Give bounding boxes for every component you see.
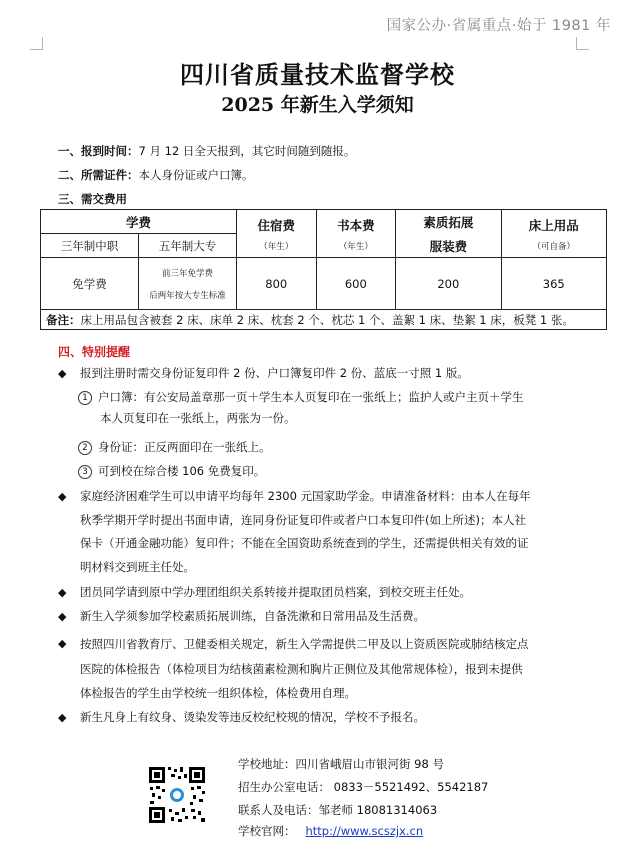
note-label: 备注： <box>46 312 81 327</box>
reminder-text: 保卡（开通金融功能）复印件；不能在全国资助系统查到的学生，还需提供相关有效的证 <box>80 536 529 550</box>
reminder-text: 秋季学期开学时提出书面申请，连同身份证复印件或者户口本复印件(如上所述)；本人社 <box>80 512 526 527</box>
section-label: 二、所需证件： <box>58 168 139 182</box>
diamond-bullet-icon: ◆ <box>58 586 67 599</box>
bedding-value: 365 <box>501 258 606 310</box>
crop-mark-right <box>576 37 589 50</box>
fee-col-lodging <box>237 210 317 258</box>
fee-table <box>40 209 607 330</box>
reminder-text: 体检报告的学生由学校统一组织体检，体检费用自理。 <box>80 686 356 700</box>
diamond-bullet-icon: ◆ <box>58 637 67 650</box>
page-subtitle: 2025 年新生入学须知 <box>221 94 414 116</box>
fee-note <box>41 310 607 330</box>
reminder-text: 明材料交到班主任处。 <box>80 559 195 574</box>
three-year-label: 三年制中职 <box>41 234 139 258</box>
uniform-value: 200 <box>396 258 501 310</box>
contact-phone: 招生办公室电话： 0833－5521492、5542187 <box>238 780 489 794</box>
column-sub: （可自备） <box>532 241 576 252</box>
circled-number-icon: 2 <box>78 441 92 455</box>
reminder-subitem <box>78 437 578 458</box>
website-label: 学校官网： <box>238 824 296 838</box>
column-sub: 服装费 <box>429 238 468 254</box>
reminders-title: 四、特别提醒 <box>58 345 131 359</box>
section-documents <box>58 167 254 183</box>
column-sub: （年生） <box>338 241 373 252</box>
section-label: 三、需交费用 <box>58 192 127 206</box>
note-line: 后两年按大专生标准 <box>149 290 226 301</box>
section-label: 一、报到时间： <box>58 144 139 158</box>
reminder-text: 家庭经济困难学生可以申请平均每年 2300 元国家助学金。申请准备材料：由本人在每年 <box>80 489 531 503</box>
diamond-bullet-icon: ◆ <box>58 367 67 380</box>
page-title: 四川省质量技术监督学校 <box>180 60 455 89</box>
subitem-text: 可到校在综合楼 106 免费复印。 <box>98 464 266 478</box>
reminder-item <box>58 707 578 728</box>
reminder-text: 按照四川省教育厅、卫健委相关规定，新生入学需提供二甲及以上资质医院或肺结核定点 <box>80 637 529 651</box>
contact-person: 联系人及电话：邹老师 18081314063 <box>238 803 438 817</box>
reminder-text: 医院的体检报告（体检项目为结核菌素检测和胸片正侧位及其他常规体检），报到未提供 <box>80 661 523 676</box>
circled-number-icon: 1 <box>78 391 92 405</box>
subitem-text: 户口簿：有公安局盖章那一页＋学生本人页复印在一张纸上；监护人或户主页＋学生 <box>98 390 524 404</box>
books-value: 600 <box>316 258 396 310</box>
reminder-item <box>58 485 578 579</box>
column-name: 住宿费 <box>257 217 296 233</box>
lodging-value: 800 <box>237 258 317 310</box>
contact-address: 学校地址：四川省峨眉山市银河街 98 号 <box>238 757 444 771</box>
section-text: 7 月 12 日全天报到，其它时间随到随报。 <box>138 144 356 158</box>
diamond-bullet-icon: ◆ <box>58 711 67 724</box>
tuition-value: 免学费 <box>41 258 139 310</box>
fee-col-books <box>316 210 396 258</box>
reminder-text: 团员同学请到原中学办理团组织关系转接并提取团员档案，到校交班主任处。 <box>80 585 471 599</box>
tuition-header: 学费 <box>41 210 237 234</box>
qr-code-icon <box>147 765 207 825</box>
contact-website <box>238 823 423 839</box>
diamond-bullet-icon: ◆ <box>58 610 67 623</box>
circled-number-icon: 3 <box>78 465 92 479</box>
subitem-text: 本人页复印在一张纸上，两张为一份。 <box>100 411 296 425</box>
reminder-subitem <box>78 461 578 482</box>
header-tagline: 国家公办·省属重点·始于 1981 年 <box>386 18 611 34</box>
note-text: 床上用品包含被套 2 床、床单 2 床、枕套 2 个、枕芯 1 个、盖絮 1 床、垫絮 1 床，板凳 1 张。 <box>80 312 574 327</box>
reminder-item <box>58 606 578 627</box>
column-name: 素质拓展 <box>423 214 474 230</box>
subitem-text: 身份证：正反两面印在一张纸上。 <box>98 440 271 454</box>
reminder-text: 新生凡身上有纹身、烫染发等违反校纪校规的情况，学校不予报名。 <box>80 710 425 724</box>
five-year-note <box>139 258 237 310</box>
column-name: 书本费 <box>337 217 375 233</box>
reminder-text: 新生入学须参加学校素质拓展训练，自备洗漱和日常用品及生活费。 <box>80 609 425 623</box>
reminder-item <box>58 632 578 706</box>
diamond-bullet-icon: ◆ <box>58 490 67 503</box>
column-sub: （年生） <box>259 241 294 252</box>
note-line: 前三年免学费 <box>161 268 213 279</box>
section-fees-heading <box>58 191 127 207</box>
reminder-item <box>58 582 578 603</box>
fee-col-bedding <box>501 210 606 258</box>
column-name: 床上用品 <box>528 217 579 233</box>
reminder-subitem <box>78 387 578 429</box>
section-report-time <box>58 143 355 159</box>
reminder-item <box>58 363 578 384</box>
website-link[interactable]: http://www.scszjx.cn <box>305 824 424 838</box>
fee-col-uniform <box>396 210 501 258</box>
section-text: 本人身份证或户口簿。 <box>138 168 254 182</box>
crop-mark-left <box>30 37 43 50</box>
reminder-text: 报到注册时需交身份证复印件 2 份、户口簿复印件 2 份、蓝底一寸照 1 版。 <box>80 366 469 380</box>
five-year-label: 五年制大专 <box>139 234 237 258</box>
